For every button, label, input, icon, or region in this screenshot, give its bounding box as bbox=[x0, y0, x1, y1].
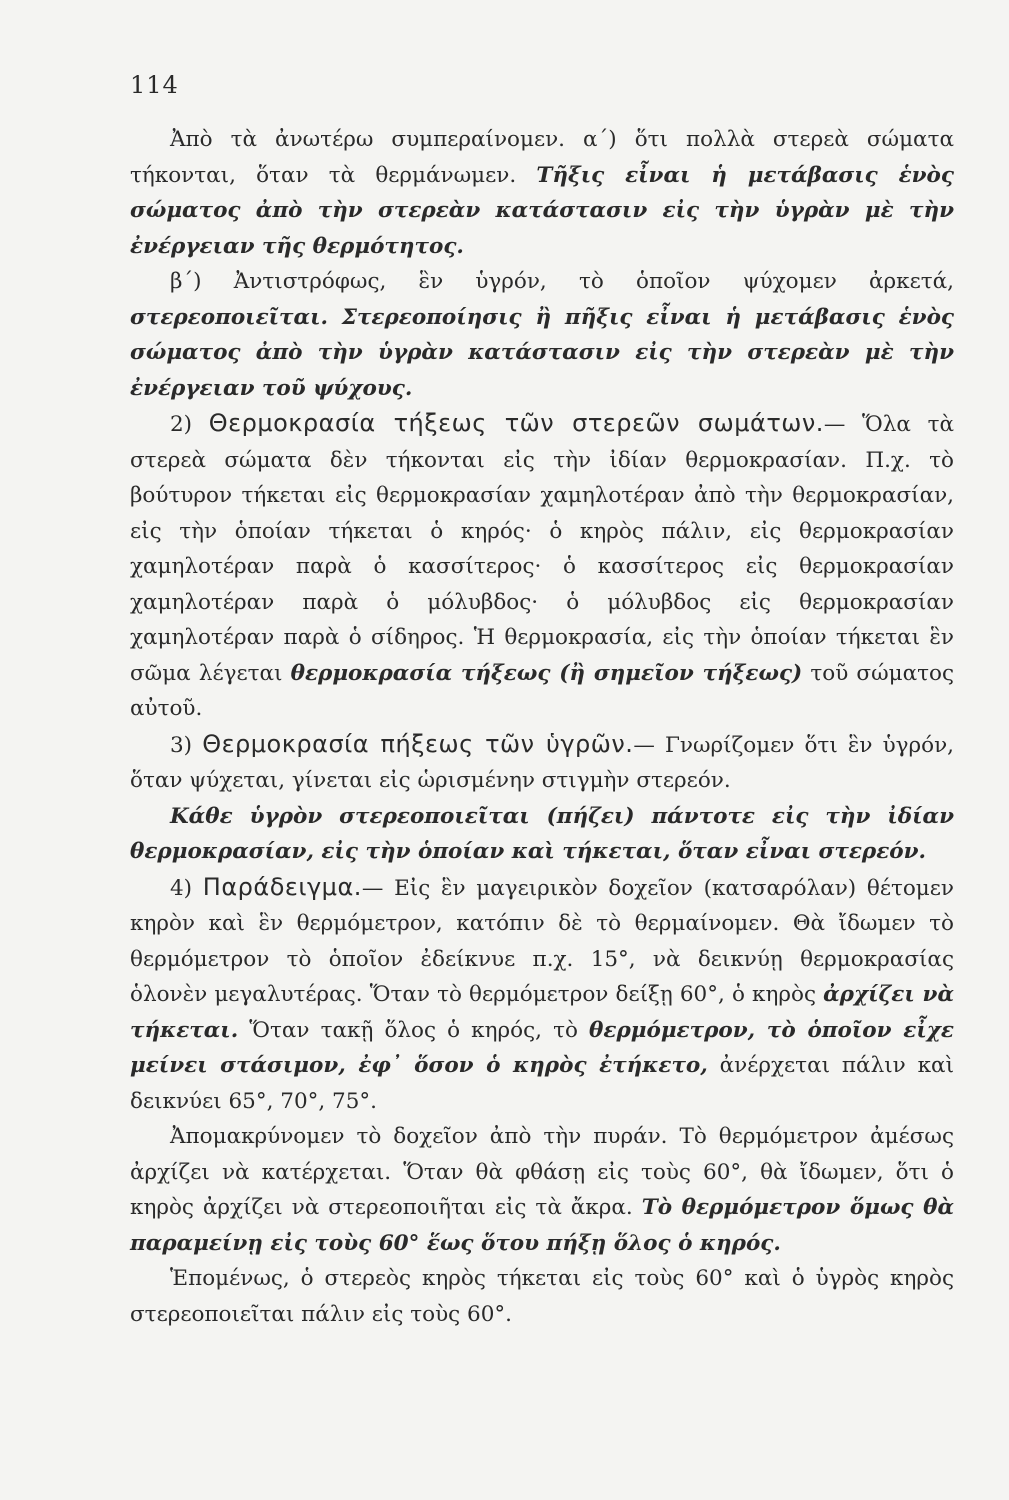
section-heading-melting: Θερμοκρασία τήξεως τῶν στερεῶν σωμάτων. bbox=[208, 409, 824, 437]
definition-melting: Τῆξις εἶναι ἡ μετάβασις ἑνὸς σώματος ἀπὸ τὴν στερεὰν κατάστασιν εἰς τὴν ὑγρὰν μὲ τὴν ἐνέργειαν τῆς θερμότητος. bbox=[130, 162, 954, 259]
text-run: Ἀπομακρύνομεν τὸ δοχεῖον ἀπὸ τὴν πυράν. Τὸ θερμόμετρον ἀμέσως ἀρχίζει νὰ κατέρχεται. Ὅταν θὰ φθάσῃ εἰς τοὺς 60°, θὰ ἴδωμεν, ὅτι ὁ κηρὸς ἀρχίζει νὰ στερεοποιῆται εἰς τὰ ἄκρα. bbox=[130, 1124, 954, 1220]
text-run: ἀνέρχεται πάλιν καὶ δεικνύει 65°, 70°, 75°. bbox=[130, 1053, 954, 1114]
emphasis-starts-melting: ἀρχίζει νὰ τήκεται. bbox=[130, 982, 954, 1043]
text-run: Ὅταν τακῇ ὅλος ὁ κηρός, τὸ bbox=[238, 1017, 590, 1043]
paragraph-melting-temperature bbox=[130, 406, 954, 727]
text-run: τοῦ σώματος αὐτοῦ. bbox=[130, 660, 955, 721]
paragraph-conclusion-b bbox=[130, 264, 954, 406]
rule-statement: Κάθε ὑγρὸν στερεοποιεῖται (πήζει) πάντοτε εἰς τὴν ἰδίαν θερμοκρασίαν, εἰς τὴν ὁποίαν καὶ τήκεται, ὅταν εἶναι στερεόν. bbox=[130, 803, 954, 864]
section-number: 4) bbox=[170, 875, 203, 901]
text-run: — Εἰς ἓν μαγειρικὸν δοχεῖον (κατσαρόλαν) θέτομεν κηρὸν καὶ ἓν θερμόμετρον, κατόπιν δὲ τὸ θερμαίνομεν. Θὰ ἴδωμεν τὸ θερμόμετρον τὸ ὁποῖον ἐδείκνυε π.χ. 15°, νὰ δεικνύῃ θερμοκρασίας ὁλονὲν μεγαλυτέρας. Ὅταν τὸ θερμόμετρον δείξῃ 60°, ὁ κηρὸς bbox=[130, 875, 954, 1007]
section-heading-example: Παράδειγμα. bbox=[202, 872, 362, 901]
text-run: β΄) Ἀντιστρόφως, ἓν ὑγρόν, τὸ ὁποῖον ψύχομεν ἀρκετά, bbox=[170, 269, 954, 294]
paragraph-freezing-temperature bbox=[130, 727, 954, 799]
page-number: 114 bbox=[130, 71, 179, 99]
paragraph-consequence bbox=[130, 1261, 954, 1332]
paragraph-example bbox=[130, 870, 954, 1120]
emphasis-thermometer-stationary: θερμόμετρον, τὸ ὁποῖον εἶχε μείνει στάσιμον, ἐφ᾽ ὅσον ὁ κηρὸς ἐτήκετο, bbox=[130, 1017, 954, 1078]
paragraph-cooling bbox=[130, 1119, 954, 1261]
paragraph-conclusion-a bbox=[130, 122, 954, 264]
term-melting-point: θερμοκρασία τήξεως (ἢ σημεῖον τήξεως) bbox=[290, 660, 803, 686]
text-run: — Ὅλα τὰ στερεὰ σώματα δὲν τήκονται εἰς τὴν ἰδίαν θερμοκρασίαν. Π.χ. τὸ βούτυρον τήκεται εἰς θερμοκρασίαν χαμηλοτέραν ἀπὸ τὴν θερμοκρασίαν, εἰς τὴν ὁποίαν τήκεται ὁ κηρός· ὁ κηρὸς πάλιν, εἰς θερμοκρασίαν χαμηλοτέραν παρὰ ὁ κασσίτερος· ὁ κασσίτερος εἰς θερμοκρασίαν χαμηλοτέραν παρὰ ὁ μόλυβδος· ὁ μόλυβδος εἰς θερμοκρασίαν χαμηλοτέραν παρὰ ὁ σίδηρος. Ἡ θερμοκρασία, εἰς τὴν ὁποίαν τήκεται ἓν σῶμα λέγεται bbox=[130, 412, 954, 686]
definition-solidification: στερεοποιεῖται. Στερεοποίησις ἢ πῆξις εἶναι ἡ μετάβασις ἑνὸς σώματος ἀπὸ τὴν ὑγρὰν κατάστασιν εἰς τὴν στερεὰν μὲ τὴν ἐνέργειαν τοῦ ψύχους. bbox=[130, 304, 954, 401]
section-number: 2) bbox=[170, 412, 209, 437]
paragraph-rule bbox=[130, 799, 954, 870]
section-number: 3) bbox=[170, 732, 203, 758]
emphasis-thermometer-remains: Τὸ θερμόμετρον ὅμως θὰ παραμείνῃ εἰς τοὺς 60° ἕως ὅτου πήξῃ ὅλος ὁ κηρός. bbox=[130, 1195, 955, 1256]
text-run: Ἑπομένως, ὁ στερεὸς κηρὸς τήκεται εἰς τοὺς 60° καὶ ὁ ὑγρὸς κηρὸς στερεοποιεῖται πάλιν εἰς τοὺς 60°. bbox=[130, 1266, 954, 1327]
section-heading-freezing: Θερμοκρασία πήξεως τῶν ὑγρῶν. bbox=[202, 729, 634, 758]
text-run: — Γνωρίζομεν ὅτι ἓν ὑγρόν, ὅταν ψύχεται, γίνεται εἰς ὡρισμένην στιγμὴν στερεόν. bbox=[130, 732, 954, 793]
text-run: Ἀπὸ τὰ ἀνωτέρω συμπεραίνομεν. α΄) ὅτι πολλὰ στερεὰ σώματα τήκονται, ὅταν τὰ θερμάνωμεν. bbox=[130, 127, 954, 188]
